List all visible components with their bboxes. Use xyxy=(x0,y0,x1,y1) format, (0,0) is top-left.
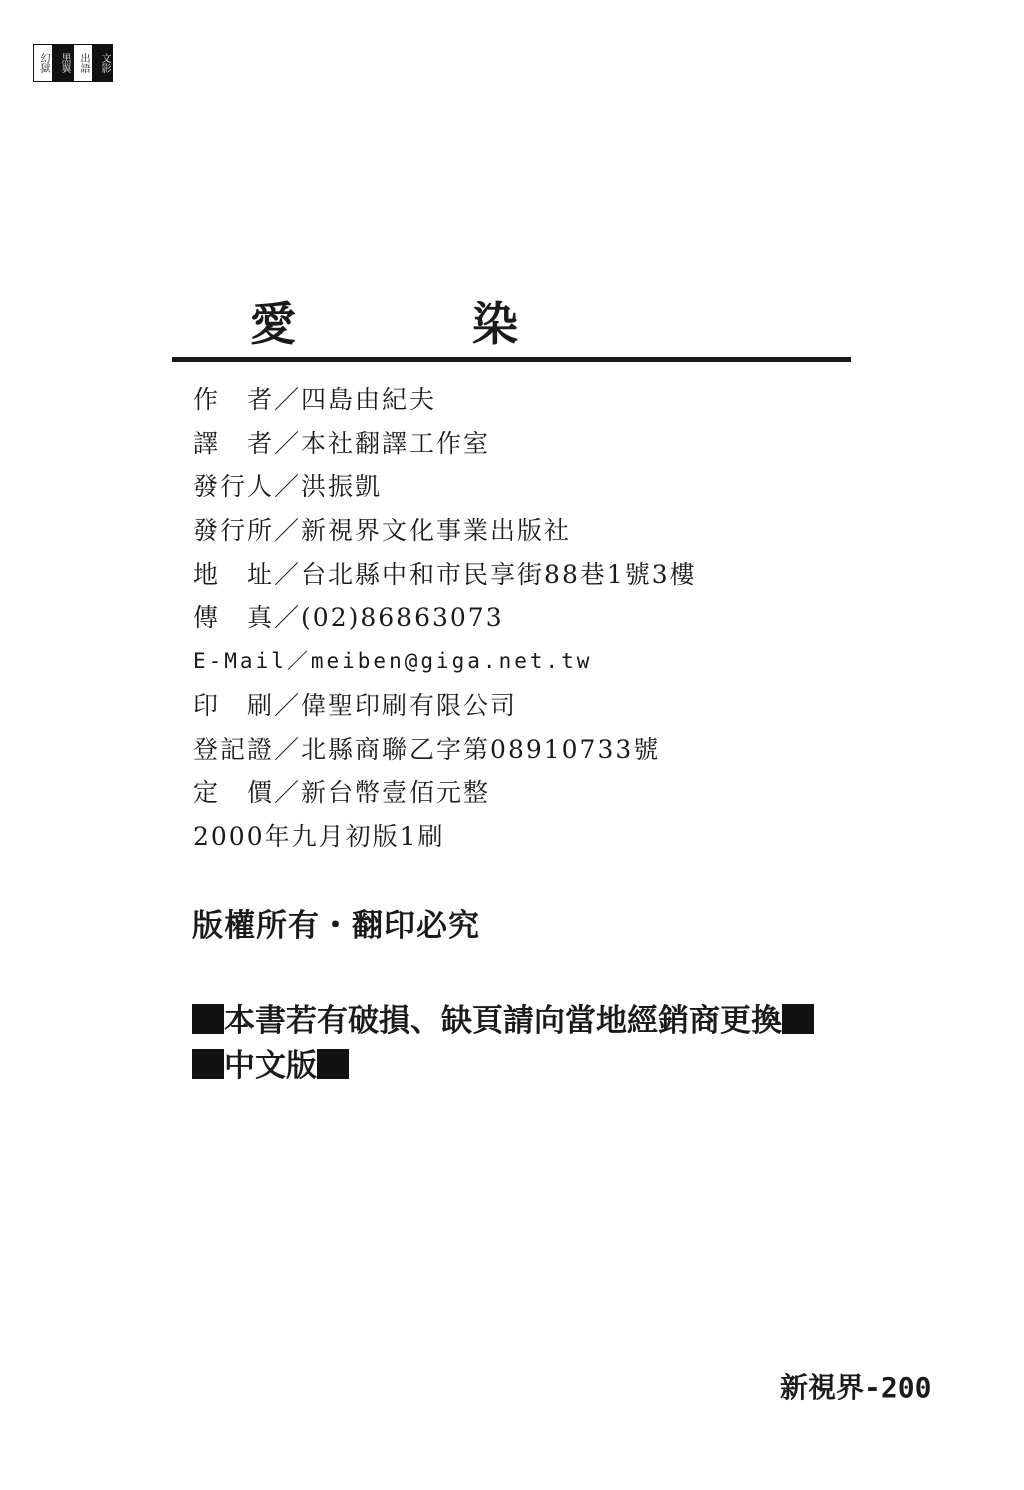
colophon-value: 新視界文化事業出版社 xyxy=(301,516,572,546)
colophon-row-registration: 登記證／北縣商聯乙字第08910733號 xyxy=(193,728,697,772)
stamp-cell: 黑翼 xyxy=(53,44,73,82)
colophon-label: 登記證 xyxy=(193,734,275,764)
black-square-icon xyxy=(317,1049,349,1079)
colophon-row-translator: 譯 者／本社翻譯工作室 xyxy=(193,422,697,466)
language-edition-text: 中文版 xyxy=(224,1048,317,1084)
replacement-notice xyxy=(192,995,814,1040)
colophon-label: 印 刷 xyxy=(193,690,275,720)
colophon-label: 作 者 xyxy=(193,385,275,414)
colophon-row-author: 作 者／四島由紀夫 xyxy=(193,378,697,422)
colophon-label: E-Mail xyxy=(193,649,287,674)
edition-text: 2000年九月初版1刷 xyxy=(193,821,445,851)
black-square-icon xyxy=(192,1004,224,1034)
colophon-value: 偉聖印刷有限公司 xyxy=(301,690,518,720)
colophon-row-publisher: 發行人／洪振凱 xyxy=(193,465,697,509)
colophon-list xyxy=(193,378,697,859)
colophon-row-fax: 傳 真／(02)86863073 xyxy=(193,596,697,640)
series-number: 新視界-200 xyxy=(780,1371,932,1404)
language-edition-notice xyxy=(192,1040,349,1085)
black-square-icon xyxy=(192,1049,224,1079)
colophon-row-price: 定 價／新台幣壹佰元整 xyxy=(193,771,697,815)
colophon-label: 定 價 xyxy=(193,778,275,808)
colophon-label: 傳 真 xyxy=(193,603,275,633)
colophon-value: (02)86863073 xyxy=(301,603,504,633)
stamp-cell: 文影 xyxy=(93,44,113,82)
book-title: 愛 染 xyxy=(250,297,599,351)
colophon-value: 洪振凱 xyxy=(301,472,383,502)
stamp-cell: 出語 xyxy=(73,44,93,82)
colophon-label: 譯 者 xyxy=(193,428,275,458)
colophon-row-edition xyxy=(193,815,697,859)
stamp-cell: 幻獄 xyxy=(33,44,53,82)
publisher-stamp-logo xyxy=(33,44,113,82)
black-square-icon xyxy=(782,1004,814,1034)
colophon-label: 地 址 xyxy=(193,559,275,589)
colophon-row-publishing-house: 發行所／新視界文化事業出版社 xyxy=(193,509,697,553)
colophon-value: 本社翻譯工作室 xyxy=(301,428,491,458)
title-divider xyxy=(172,357,851,362)
colophon-row-email: E-Mail／meiben@giga.net.tw xyxy=(193,640,697,684)
colophon-value: meiben@giga.net.tw xyxy=(310,649,593,674)
colophon-value: 四島由紀夫 xyxy=(301,385,437,414)
colophon-row-printer: 印 刷／偉聖印刷有限公司 xyxy=(193,684,697,728)
colophon-value: 台北縣中和市民享街88巷1號3樓 xyxy=(301,559,697,589)
colophon-value: 北縣商聯乙字第08910733號 xyxy=(301,734,661,764)
colophon-label: 發行人 xyxy=(193,472,275,502)
replacement-notice-text: 本書若有破損、缺頁請向當地經銷商更換 xyxy=(224,1003,782,1039)
colophon-value: 新台幣壹佰元整 xyxy=(301,778,491,808)
copyright-notice: 版權所有・翻印必究 xyxy=(192,908,480,944)
colophon-label: 發行所 xyxy=(193,516,275,546)
colophon-row-address: 地 址／台北縣中和市民享街88巷1號3樓 xyxy=(193,553,697,597)
